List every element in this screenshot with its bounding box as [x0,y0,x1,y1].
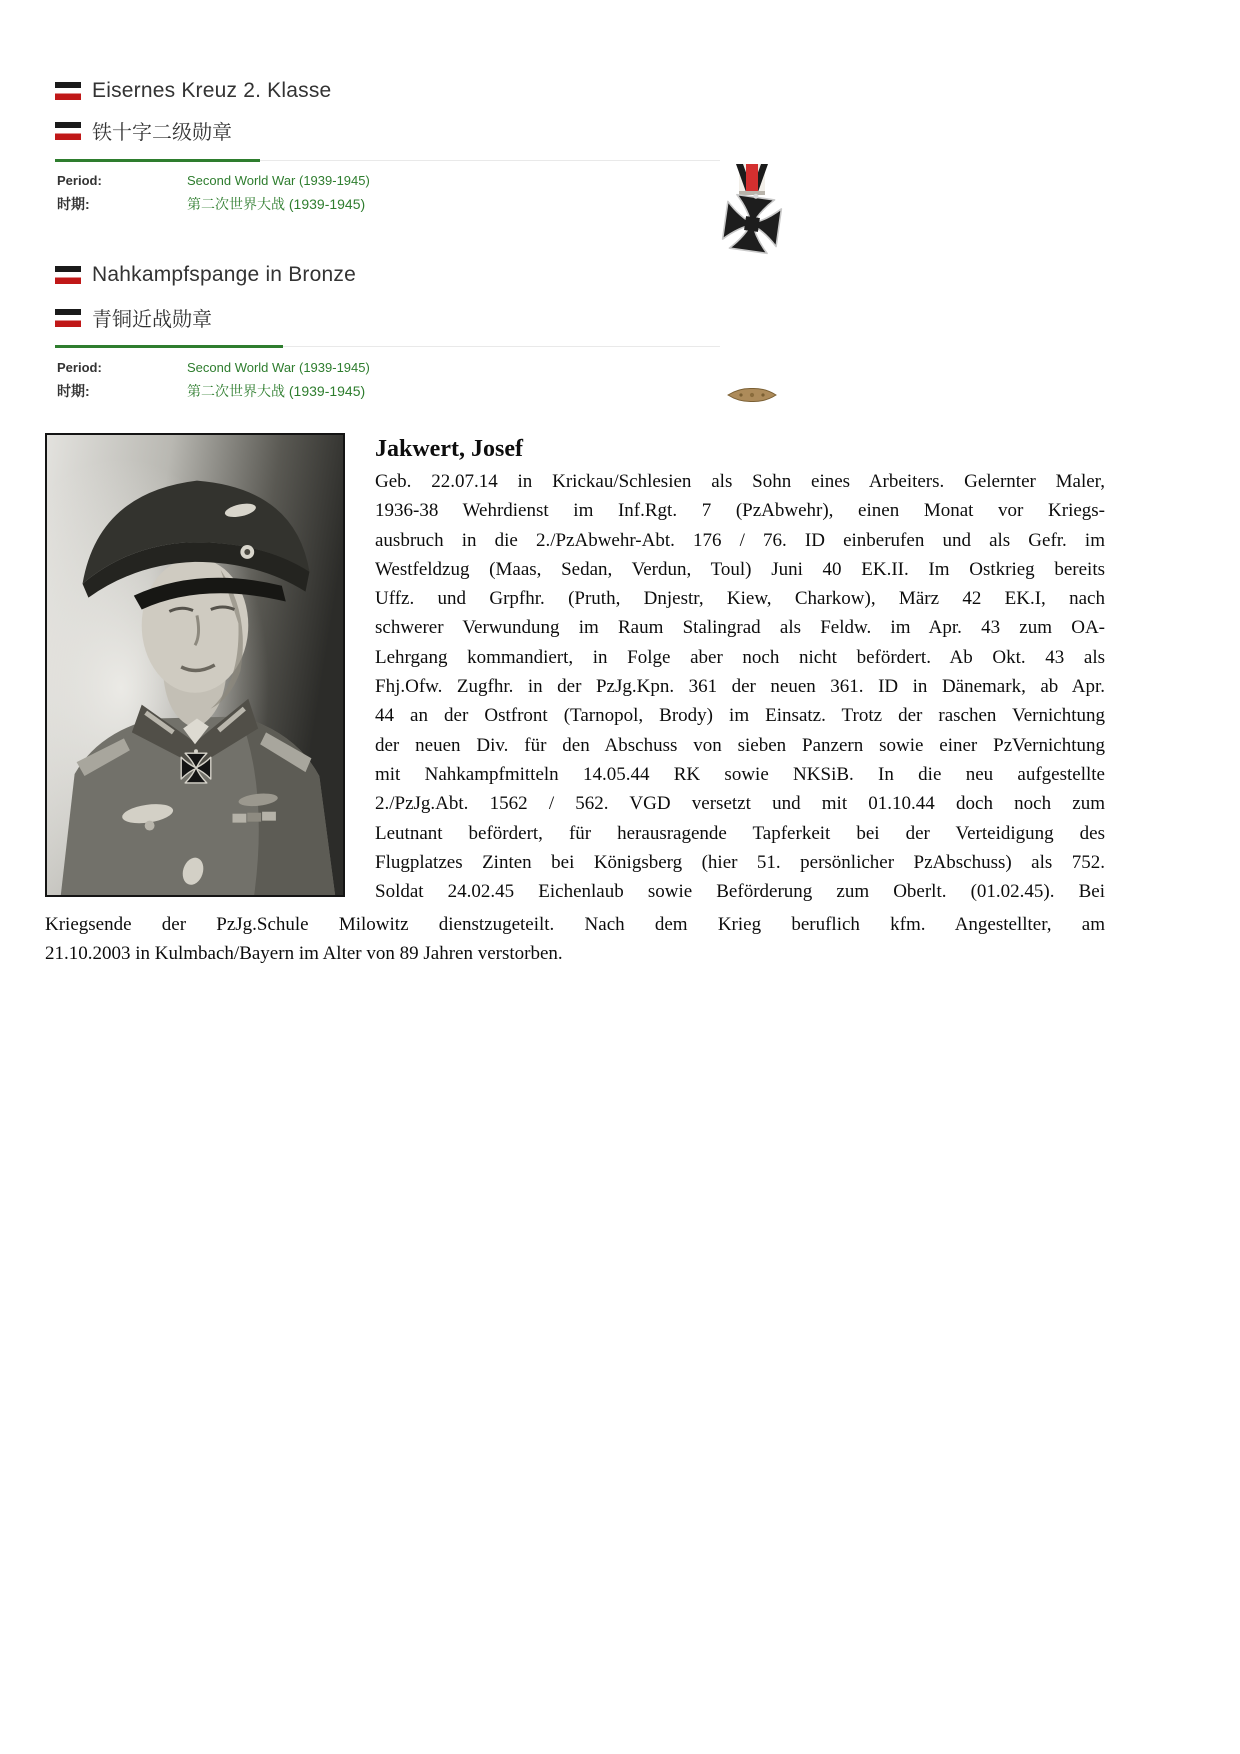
period-label-en: Period: [57,360,102,375]
award1-title-chinese: 铁十字二级勋章 [92,122,232,144]
period-label-zh: 时期: [57,383,90,399]
award2-period-block [57,357,370,403]
bio-line: Westfeldzug (Maas, Sedan, Verdun, Toul) Juni 40 EK.II. Im Ostkrieg bereits [375,558,1105,580]
award2-title-german: Nahkampfspange in Bronze [92,263,356,286]
bio-line: Lehrgang kommandiert, in Folge aber noch nicht befördert. Ab Okt. 43 als [375,646,1105,668]
bio-line: Fhj.Ofw. Zugfhr. in der PzJg.Kpn. 361 der neuen 361. ID in Dänemark, ab Apr. [375,676,1105,698]
award2-title-row [55,263,356,287]
award2-title-row-zh [55,303,212,332]
soldier-portrait-photo [45,433,345,897]
bio-line: 44 an der Ostfront (Tarnopol, Brody) im Einsatz. Trotz der raschen Vernichtung [375,705,1105,727]
bio-line: Geb. 22.07.14 in Krickau/Schlesien als Sohn eines Arbeiters. Gelernter Maler, [375,471,1105,492]
bio-line: Flugplatzes Zinten bei Königsberg (hier 51. persönlicher PzAbschuss) als 752. [375,851,1105,873]
section-divider [55,159,720,162]
bio-line: Soldat 24.02.45 Eichenlaub sowie Beförderung zum Oberlt. (01.02.45). Bei [375,881,1105,903]
period-value-en[interactable]: Second World War (1939-1945) [187,173,370,188]
bio-line: 21.10.2003 in Kulmbach/Bayern im Alter von 89 Jahren verstorben. [45,943,563,965]
iron-cross-medal-image [718,164,786,256]
bio-line: der neuen Div. für den Abschuss von sieben Panzern sowie einer PzVernichtung [375,734,1105,756]
period-label-en: Period: [57,173,102,188]
german-empire-flag-icon [55,309,81,327]
german-empire-flag-icon [55,122,81,140]
bio-line: mit Nahkampfmitteln 14.05.44 RK sowie NKSiB. In die neu aufgestellte [375,763,1105,785]
period-value-zh[interactable]: 第二次世界大战 (1939-1945) [187,196,366,212]
german-empire-flag-icon [55,82,81,100]
bio-line: Leutnant befördert, für herausragende Tapferkeit bei der Verteidigung des [375,822,1105,844]
period-value-en[interactable]: Second World War (1939-1945) [187,360,370,375]
bio-line: Kriegsende der PzJg.Schule Milowitz dienstzugeteilt. Nach dem Krieg beruflich kfm. Angestellter, am [45,914,1105,935]
award2-title-chinese: 青铜近战勋章 [92,309,212,331]
bio-line: Uffz. und Grpfhr. (Pruth, Dnjestr, Kiew, Charkow), März 42 EK.I, nach [375,588,1105,610]
bio-line: schwerer Verwundung im Raum Stalingrad als Feldw. im Apr. 43 zum OA- [375,617,1105,639]
bio-line: 1936-38 Wehrdienst im Inf.Rgt. 7 (PzAbwehr), einen Monat vor Kriegs- [375,500,1105,522]
bio-line: ausbruch in die 2./PzAbwehr-Abt. 176 / 76. ID einberufen und als Gefr. im [375,529,1105,551]
bio-line: 2./PzJg.Abt. 1562 / 562. VGD versetzt und mit 01.10.44 doch noch zum [375,793,1105,815]
award1-title-row [55,79,331,103]
period-label-zh: 时期: [57,196,90,212]
award1-title-row-zh [55,116,232,145]
close-combat-clasp-image [726,386,778,404]
period-value-zh[interactable]: 第二次世界大战 (1939-1945) [187,383,366,399]
award1-title-german: Eisernes Kreuz 2. Klasse [92,79,332,102]
german-empire-flag-icon [55,266,81,284]
award1-period-block [57,170,370,216]
section-divider [55,345,720,348]
biography-paragraph [375,467,1105,906]
biography-paragraph-fullwidth [45,910,1105,969]
biography-name: Jakwert, Josef [375,436,523,462]
